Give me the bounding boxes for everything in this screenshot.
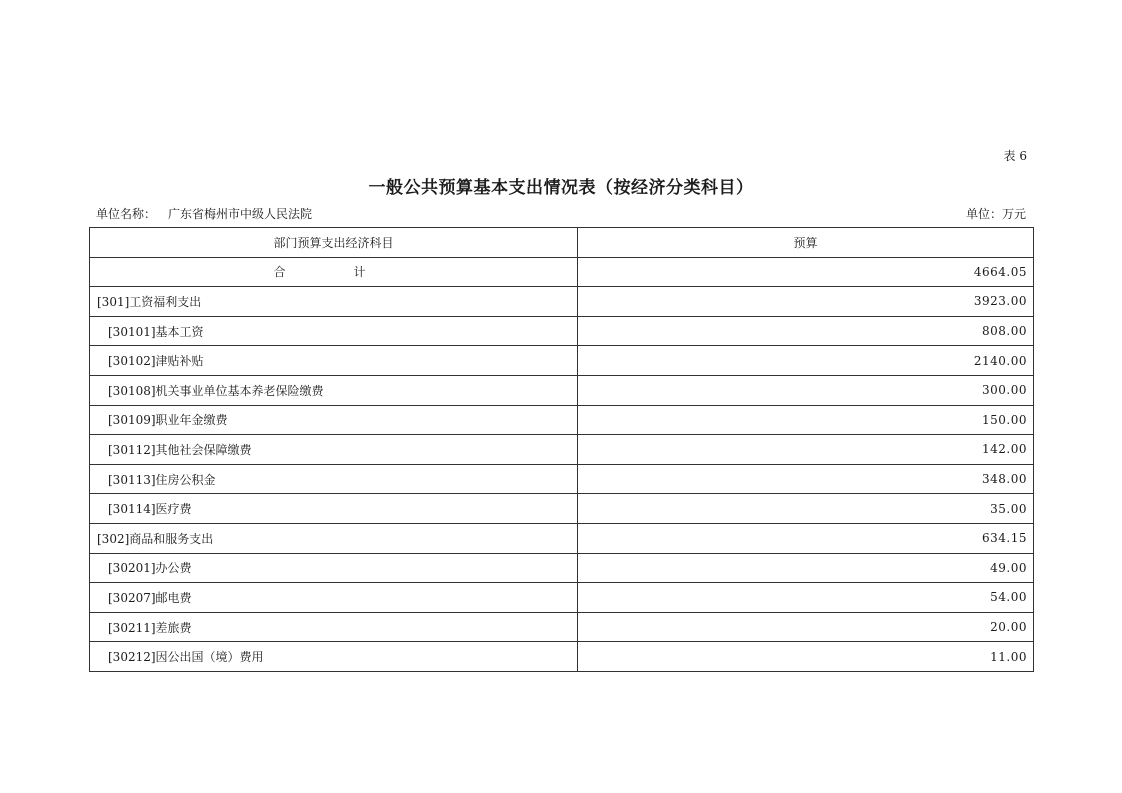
row-amount: 808.00 bbox=[578, 316, 1034, 346]
row-amount: 142.00 bbox=[578, 435, 1034, 465]
row-subject: 合 计 bbox=[90, 257, 578, 287]
unit-name-group bbox=[96, 205, 312, 222]
table-row bbox=[90, 494, 1034, 524]
table-row bbox=[90, 405, 1034, 435]
row-subject: [30207]邮电费 bbox=[90, 583, 578, 613]
header-budget: 预算 bbox=[578, 228, 1034, 258]
header-subject: 部门预算支出经济科目 bbox=[90, 228, 578, 258]
table-row bbox=[90, 287, 1034, 317]
row-subject: [30212]因公出国（境）费用 bbox=[90, 642, 578, 672]
table-row bbox=[90, 375, 1034, 405]
unit-info-row bbox=[96, 205, 1026, 222]
row-amount: 150.00 bbox=[578, 405, 1034, 435]
table-row bbox=[90, 553, 1034, 583]
row-subject: [30113]住房公积金 bbox=[90, 464, 578, 494]
row-amount: 20.00 bbox=[578, 612, 1034, 642]
row-subject: [30112]其他社会保障缴费 bbox=[90, 435, 578, 465]
row-subject: [30102]津贴补贴 bbox=[90, 346, 578, 376]
row-amount: 11.00 bbox=[578, 642, 1034, 672]
row-amount: 634.15 bbox=[578, 523, 1034, 553]
row-amount: 35.00 bbox=[578, 494, 1034, 524]
table-body bbox=[90, 257, 1034, 671]
row-subject: [30101]基本工资 bbox=[90, 316, 578, 346]
row-subject: [302]商品和服务支出 bbox=[90, 523, 578, 553]
table-row bbox=[90, 612, 1034, 642]
table-number: 表 6 bbox=[1003, 149, 1027, 163]
row-amount: 3923.00 bbox=[578, 287, 1034, 317]
row-subject: [30109]职业年金缴费 bbox=[90, 405, 578, 435]
table-row bbox=[90, 523, 1034, 553]
table-row bbox=[90, 257, 1034, 287]
row-subject: [30114]医疗费 bbox=[90, 494, 578, 524]
table-row bbox=[90, 316, 1034, 346]
row-subject: [301]工资福利支出 bbox=[90, 287, 578, 317]
table-header-row bbox=[90, 228, 1034, 258]
row-amount: 348.00 bbox=[578, 464, 1034, 494]
row-amount: 300.00 bbox=[578, 375, 1034, 405]
unit-name: 广东省梅州市中级人民法院 bbox=[168, 207, 313, 221]
row-amount: 4664.05 bbox=[578, 257, 1034, 287]
table-row bbox=[90, 642, 1034, 672]
row-subject: [30201]办公费 bbox=[90, 553, 578, 583]
row-amount: 2140.00 bbox=[578, 346, 1034, 376]
row-amount: 54.00 bbox=[578, 583, 1034, 613]
table-row bbox=[90, 583, 1034, 613]
row-amount: 49.00 bbox=[578, 553, 1034, 583]
row-subject: [30211]差旅费 bbox=[90, 612, 578, 642]
budget-table bbox=[89, 227, 1034, 672]
table-row bbox=[90, 435, 1034, 465]
table-row bbox=[90, 346, 1034, 376]
table-row bbox=[90, 464, 1034, 494]
unit-name-label: 单位名称： bbox=[96, 207, 157, 221]
row-subject: [30108]机关事业单位基本养老保险缴费 bbox=[90, 375, 578, 405]
currency-unit: 单位：万元 bbox=[965, 207, 1026, 221]
page-title: 一般公共预算基本支出情况表（按经济分类科目） bbox=[368, 178, 754, 198]
